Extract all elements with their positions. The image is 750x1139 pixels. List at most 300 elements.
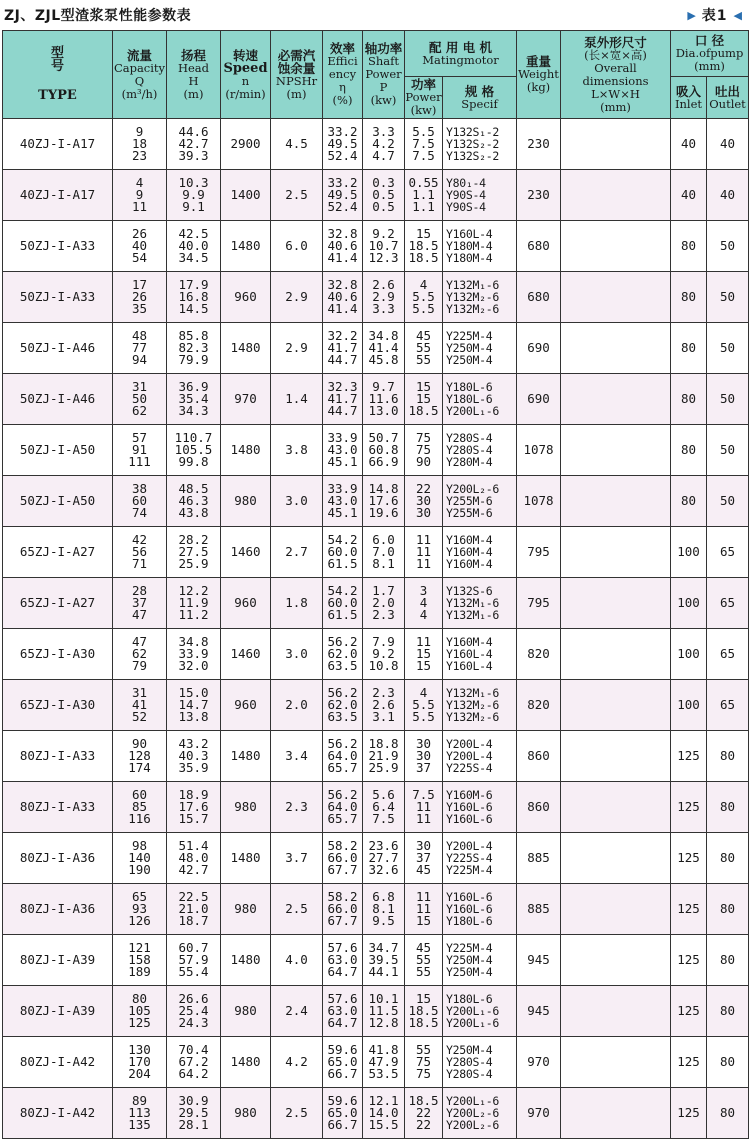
head-cell: 18.9 17.6 15.7 [167, 782, 221, 833]
efficiency-cell: 56.2 62.0 63.5 [323, 680, 363, 731]
table-row [3, 1037, 749, 1088]
npsh-cell: 3.7 [271, 833, 323, 884]
head-cell: 36.9 35.4 34.3 [167, 374, 221, 425]
head-cell: 110.7 105.5 99.8 [167, 425, 221, 476]
outlet-cell: 80 [707, 833, 749, 884]
head-cell: 22.5 21.0 18.7 [167, 884, 221, 935]
model-cell: 50ZJ-I-A33 [3, 221, 113, 272]
outlet-cell: 40 [707, 119, 749, 170]
table-row [3, 425, 749, 476]
inlet-cell: 125 [671, 884, 707, 935]
motor-power-cell: 75 75 90 [405, 425, 443, 476]
efficiency-cell: 56.2 64.0 65.7 [323, 782, 363, 833]
weight-cell: 1078 [517, 476, 561, 527]
table-header [3, 31, 749, 119]
inlet-cell: 125 [671, 833, 707, 884]
capacity-cell: 60 85 116 [113, 782, 167, 833]
model-cell: 80ZJ-I-A36 [3, 833, 113, 884]
head-cell: 30.9 29.5 28.1 [167, 1088, 221, 1139]
table-row [3, 680, 749, 731]
model-cell: 40ZJ-I-A17 [3, 170, 113, 221]
dimensions-cell [561, 986, 671, 1037]
npsh-cell: 2.0 [271, 680, 323, 731]
capacity-cell: 26 40 54 [113, 221, 167, 272]
motor-spec-cell: Y160M-6 Y160L-6 Y160L-6 [443, 782, 517, 833]
outlet-cell: 50 [707, 476, 749, 527]
outlet-cell: 80 [707, 731, 749, 782]
efficiency-cell: 58.2 66.0 67.7 [323, 884, 363, 935]
dimensions-cell [561, 476, 671, 527]
npsh-cell: 2.5 [271, 170, 323, 221]
table-reference [687, 5, 742, 25]
outlet-cell: 40 [707, 170, 749, 221]
npsh-cell: 3.0 [271, 629, 323, 680]
head-cell: 85.8 82.3 79.9 [167, 323, 221, 374]
shaft-power-cell: 34.7 39.5 44.1 [363, 935, 405, 986]
table-row [3, 170, 749, 221]
head-cell: 70.4 67.2 64.2 [167, 1037, 221, 1088]
motor-power-cell: 15 18.5 18.5 [405, 986, 443, 1037]
motor-spec-cell: Y200L-4 Y225S-4 Y225M-4 [443, 833, 517, 884]
speed-cell: 980 [221, 476, 271, 527]
weight-cell: 1078 [517, 425, 561, 476]
efficiency-cell: 33.9 43.0 45.1 [323, 476, 363, 527]
capacity-cell: 31 50 62 [113, 374, 167, 425]
motor-spec-cell: Y225M-4 Y250M-4 Y250M-4 [443, 323, 517, 374]
inlet-cell: 100 [671, 578, 707, 629]
shaft-power-cell: 34.8 41.4 45.8 [363, 323, 405, 374]
dimensions-cell [561, 884, 671, 935]
head-cell: 26.6 25.4 24.3 [167, 986, 221, 1037]
capacity-cell: 90 128 174 [113, 731, 167, 782]
npsh-cell: 3.0 [271, 476, 323, 527]
weight-cell: 945 [517, 986, 561, 1037]
shaft-power-cell: 12.1 14.0 15.5 [363, 1088, 405, 1139]
inlet-cell: 125 [671, 986, 707, 1037]
document-title: ZJ、ZJL型渣浆泵性能参数表 [4, 8, 192, 24]
motor-spec-cell: Y132S-6 Y132M₁-6 Y132M₁-6 [443, 578, 517, 629]
header-pump-diameter: 口 径 Dia.ofpump (mm) [671, 31, 749, 77]
inlet-cell: 100 [671, 680, 707, 731]
dimensions-cell [561, 731, 671, 782]
motor-power-cell: 7.5 11 11 [405, 782, 443, 833]
capacity-cell: 9 18 23 [113, 119, 167, 170]
outlet-cell: 50 [707, 425, 749, 476]
model-cell: 40ZJ-I-A17 [3, 119, 113, 170]
motor-power-cell: 11 11 11 [405, 527, 443, 578]
speed-cell: 1480 [221, 833, 271, 884]
npsh-cell: 2.5 [271, 884, 323, 935]
weight-cell: 945 [517, 935, 561, 986]
npsh-cell: 1.4 [271, 374, 323, 425]
weight-cell: 820 [517, 680, 561, 731]
table-row [3, 119, 749, 170]
motor-spec-cell: Y280S-4 Y280S-4 Y280M-4 [443, 425, 517, 476]
weight-cell: 690 [517, 374, 561, 425]
motor-spec-cell: Y200L₂-6 Y255M-6 Y255M-6 [443, 476, 517, 527]
model-cell: 80ZJ-I-A42 [3, 1037, 113, 1088]
model-cell: 80ZJ-I-A33 [3, 731, 113, 782]
speed-cell: 1480 [221, 935, 271, 986]
speed-cell: 960 [221, 578, 271, 629]
triangle-right-icon: ▶ [687, 8, 696, 22]
shaft-power-cell: 0.3 0.5 0.5 [363, 170, 405, 221]
efficiency-cell: 57.6 63.0 64.7 [323, 935, 363, 986]
capacity-cell: 42 56 71 [113, 527, 167, 578]
speed-cell: 960 [221, 272, 271, 323]
motor-power-cell: 22 30 30 [405, 476, 443, 527]
inlet-cell: 80 [671, 476, 707, 527]
shaft-power-cell: 41.8 47.9 53.5 [363, 1037, 405, 1088]
dimensions-cell [561, 425, 671, 476]
motor-spec-cell: Y200L₁-6 Y200L₂-6 Y200L₂-6 [443, 1088, 517, 1139]
shaft-power-cell: 5.6 6.4 7.5 [363, 782, 405, 833]
model-cell: 50ZJ-I-A50 [3, 425, 113, 476]
head-cell: 51.4 48.0 42.7 [167, 833, 221, 884]
npsh-cell: 3.4 [271, 731, 323, 782]
capacity-cell: 47 62 79 [113, 629, 167, 680]
motor-spec-cell: Y160M-4 Y160M-4 Y160M-4 [443, 527, 517, 578]
header-shaft-power: 轴功率 Shaft Power P (kw) [363, 31, 405, 119]
inlet-cell: 125 [671, 1088, 707, 1139]
model-cell: 80ZJ-I-A42 [3, 1088, 113, 1139]
table-row [3, 527, 749, 578]
npsh-cell: 2.9 [271, 323, 323, 374]
efficiency-cell: 32.2 41.7 44.7 [323, 323, 363, 374]
motor-power-cell: 3 4 4 [405, 578, 443, 629]
motor-power-cell: 5.5 7.5 7.5 [405, 119, 443, 170]
inlet-cell: 125 [671, 935, 707, 986]
npsh-cell: 2.9 [271, 272, 323, 323]
efficiency-cell: 59.6 65.0 66.7 [323, 1088, 363, 1139]
motor-power-cell: 4 5.5 5.5 [405, 680, 443, 731]
table-row [3, 986, 749, 1037]
motor-spec-cell: Y132S₁-2 Y132S₂-2 Y132S₂-2 [443, 119, 517, 170]
outlet-cell: 65 [707, 680, 749, 731]
capacity-cell: 28 37 47 [113, 578, 167, 629]
head-cell: 12.2 11.9 11.2 [167, 578, 221, 629]
weight-cell: 690 [517, 323, 561, 374]
dimensions-cell [561, 1088, 671, 1139]
outlet-cell: 80 [707, 986, 749, 1037]
model-cell: 80ZJ-I-A33 [3, 782, 113, 833]
head-cell: 15.0 14.7 13.8 [167, 680, 221, 731]
capacity-cell: 89 113 135 [113, 1088, 167, 1139]
inlet-cell: 80 [671, 272, 707, 323]
inlet-cell: 100 [671, 629, 707, 680]
motor-power-cell: 30 30 37 [405, 731, 443, 782]
speed-cell: 980 [221, 1088, 271, 1139]
speed-cell: 980 [221, 986, 271, 1037]
inlet-cell: 125 [671, 782, 707, 833]
table-row [3, 935, 749, 986]
speed-cell: 1480 [221, 323, 271, 374]
efficiency-cell: 54.2 60.0 61.5 [323, 527, 363, 578]
inlet-cell: 80 [671, 425, 707, 476]
head-cell: 48.5 46.3 43.8 [167, 476, 221, 527]
motor-power-cell: 45 55 55 [405, 323, 443, 374]
outlet-cell: 80 [707, 1037, 749, 1088]
dimensions-cell [561, 935, 671, 986]
capacity-cell: 80 105 125 [113, 986, 167, 1037]
outlet-cell: 80 [707, 1088, 749, 1139]
speed-cell: 1480 [221, 221, 271, 272]
capacity-cell: 65 93 126 [113, 884, 167, 935]
inlet-cell: 80 [671, 221, 707, 272]
efficiency-cell: 54.2 60.0 61.5 [323, 578, 363, 629]
npsh-cell: 2.3 [271, 782, 323, 833]
shaft-power-cell: 6.8 8.1 9.5 [363, 884, 405, 935]
dimensions-cell [561, 323, 671, 374]
weight-cell: 885 [517, 833, 561, 884]
efficiency-cell: 32.8 40.6 41.4 [323, 272, 363, 323]
table-body [3, 119, 749, 1139]
header-motor-power: 功率 Power (kw) [405, 77, 442, 117]
shaft-power-cell: 14.8 17.6 19.6 [363, 476, 405, 527]
speed-cell: 960 [221, 680, 271, 731]
model-cell: 80ZJ-I-A39 [3, 935, 113, 986]
weight-cell: 860 [517, 782, 561, 833]
dimensions-cell [561, 578, 671, 629]
table-row [3, 1088, 749, 1139]
motor-power-cell: 45 55 55 [405, 935, 443, 986]
weight-cell: 970 [517, 1037, 561, 1088]
motor-power-cell: 0.55 1.1 1.1 [405, 170, 443, 221]
npsh-cell: 4.2 [271, 1037, 323, 1088]
efficiency-cell: 33.9 43.0 45.1 [323, 425, 363, 476]
table-row [3, 833, 749, 884]
motor-spec-cell: Y180L-6 Y180L-6 Y200L₁-6 [443, 374, 517, 425]
shaft-power-cell: 50.7 60.8 66.9 [363, 425, 405, 476]
capacity-cell: 121 158 189 [113, 935, 167, 986]
head-cell: 42.5 40.0 34.5 [167, 221, 221, 272]
inlet-cell: 125 [671, 1037, 707, 1088]
speed-cell: 1460 [221, 629, 271, 680]
head-cell: 10.3 9.9 9.1 [167, 170, 221, 221]
npsh-cell: 4.0 [271, 935, 323, 986]
outlet-cell: 50 [707, 272, 749, 323]
npsh-cell: 3.8 [271, 425, 323, 476]
head-cell: 34.8 33.9 32.0 [167, 629, 221, 680]
dimensions-cell [561, 527, 671, 578]
table-number-label: 表1 [701, 8, 728, 24]
dimensions-cell [561, 221, 671, 272]
motor-power-cell: 4 5.5 5.5 [405, 272, 443, 323]
efficiency-cell: 56.2 62.0 63.5 [323, 629, 363, 680]
outlet-cell: 80 [707, 782, 749, 833]
efficiency-cell: 33.2 49.5 52.4 [323, 170, 363, 221]
speed-cell: 1400 [221, 170, 271, 221]
table-row [3, 476, 749, 527]
header-outlet: 吐出 Outlet [707, 77, 749, 119]
outlet-cell: 65 [707, 527, 749, 578]
weight-cell: 230 [517, 170, 561, 221]
header-head: 扬程 Head H (m) [167, 31, 221, 119]
head-cell: 44.6 42.7 39.3 [167, 119, 221, 170]
capacity-cell: 48 77 94 [113, 323, 167, 374]
dimensions-cell [561, 833, 671, 884]
efficiency-cell: 33.2 49.5 52.4 [323, 119, 363, 170]
weight-cell: 970 [517, 1088, 561, 1139]
shaft-power-cell: 9.7 11.6 13.0 [363, 374, 405, 425]
motor-spec-cell: Y160L-6 Y160L-6 Y180L-6 [443, 884, 517, 935]
efficiency-cell: 56.2 64.0 65.7 [323, 731, 363, 782]
efficiency-cell: 59.6 65.0 66.7 [323, 1037, 363, 1088]
header-mating-motor: 配 用 电 机 Matingmotor [405, 31, 517, 77]
capacity-cell: 130 170 204 [113, 1037, 167, 1088]
table-row [3, 782, 749, 833]
header-speed: 转速 Speed n (r/min) [221, 31, 271, 119]
table-row [3, 323, 749, 374]
model-cell: 65ZJ-I-A30 [3, 629, 113, 680]
motor-power-cell: 18.5 22 22 [405, 1088, 443, 1139]
model-cell: 50ZJ-I-A46 [3, 374, 113, 425]
header-npsh: 必需汽 蚀余量 NPSHr (m) [271, 31, 323, 119]
dimensions-cell [561, 119, 671, 170]
head-cell: 17.9 16.8 14.5 [167, 272, 221, 323]
table-row [3, 578, 749, 629]
table-row [3, 629, 749, 680]
npsh-cell: 2.5 [271, 1088, 323, 1139]
motor-power-cell: 11 15 15 [405, 629, 443, 680]
speed-cell: 980 [221, 884, 271, 935]
efficiency-cell: 58.2 66.0 67.7 [323, 833, 363, 884]
outlet-cell: 80 [707, 935, 749, 986]
outlet-cell: 65 [707, 629, 749, 680]
header-type: 型号 TYPE [3, 31, 113, 119]
header-inlet: 吸入 Inlet [671, 77, 707, 119]
npsh-cell: 4.5 [271, 119, 323, 170]
shaft-power-cell: 1.7 2.0 2.3 [363, 578, 405, 629]
dimensions-cell [561, 1037, 671, 1088]
npsh-cell: 6.0 [271, 221, 323, 272]
header-capacity: 流量 Capacity Q (m³/h) [113, 31, 167, 119]
dimensions-cell [561, 782, 671, 833]
pump-performance-table [2, 30, 749, 1139]
inlet-cell: 125 [671, 731, 707, 782]
capacity-cell: 57 91 111 [113, 425, 167, 476]
head-cell: 60.7 57.9 55.4 [167, 935, 221, 986]
table-row [3, 221, 749, 272]
efficiency-cell: 57.6 63.0 64.7 [323, 986, 363, 1037]
shaft-power-cell: 18.8 21.9 25.9 [363, 731, 405, 782]
header-motor-spec: 规 格 Specif [443, 77, 517, 119]
dimensions-cell [561, 374, 671, 425]
shaft-power-cell: 7.9 9.2 10.8 [363, 629, 405, 680]
table-row [3, 731, 749, 782]
header-overall-dimensions: 泵外形尺寸 (长×宽×高) Overall dimensions L×W×H (mm) [561, 31, 671, 119]
dimensions-cell [561, 680, 671, 731]
outlet-cell: 50 [707, 374, 749, 425]
header-weight: 重量 Weight (kg) [517, 31, 561, 119]
inlet-cell: 40 [671, 119, 707, 170]
header-efficiency: 效率 Effici ency η (%) [323, 31, 363, 119]
table-row [3, 374, 749, 425]
model-cell: 65ZJ-I-A27 [3, 578, 113, 629]
weight-cell: 885 [517, 884, 561, 935]
speed-cell: 2900 [221, 119, 271, 170]
model-cell: 65ZJ-I-A27 [3, 527, 113, 578]
outlet-cell: 50 [707, 323, 749, 374]
weight-cell: 795 [517, 527, 561, 578]
model-cell: 65ZJ-I-A30 [3, 680, 113, 731]
weight-cell: 680 [517, 221, 561, 272]
motor-spec-cell: Y132M₁-6 Y132M₂-6 Y132M₂-6 [443, 272, 517, 323]
inlet-cell: 40 [671, 170, 707, 221]
shaft-power-cell: 2.6 2.9 3.3 [363, 272, 405, 323]
motor-spec-cell: Y160M-4 Y160L-4 Y160L-4 [443, 629, 517, 680]
npsh-cell: 1.8 [271, 578, 323, 629]
outlet-cell: 50 [707, 221, 749, 272]
motor-power-cell: 15 18.5 18.5 [405, 221, 443, 272]
shaft-power-cell: 3.3 4.2 4.7 [363, 119, 405, 170]
shaft-power-cell: 6.0 7.0 8.1 [363, 527, 405, 578]
weight-cell: 680 [517, 272, 561, 323]
dimensions-cell [561, 629, 671, 680]
capacity-cell: 31 41 52 [113, 680, 167, 731]
motor-spec-cell: Y180L-6 Y200L₁-6 Y200L₁-6 [443, 986, 517, 1037]
capacity-cell: 98 140 190 [113, 833, 167, 884]
motor-power-cell: 15 15 18.5 [405, 374, 443, 425]
weight-cell: 860 [517, 731, 561, 782]
speed-cell: 1480 [221, 731, 271, 782]
motor-power-cell: 30 37 45 [405, 833, 443, 884]
motor-spec-cell: Y160L-4 Y180M-4 Y180M-4 [443, 221, 517, 272]
model-cell: 50ZJ-I-A50 [3, 476, 113, 527]
model-cell: 50ZJ-I-A33 [3, 272, 113, 323]
outlet-cell: 80 [707, 884, 749, 935]
speed-cell: 1480 [221, 425, 271, 476]
table-row [3, 884, 749, 935]
table-row [3, 272, 749, 323]
model-cell: 50ZJ-I-A46 [3, 323, 113, 374]
motor-power-cell: 55 75 75 [405, 1037, 443, 1088]
dimensions-cell [561, 170, 671, 221]
inlet-cell: 80 [671, 323, 707, 374]
efficiency-cell: 32.3 41.7 44.7 [323, 374, 363, 425]
weight-cell: 230 [517, 119, 561, 170]
motor-spec-cell: Y200L-4 Y200L-4 Y225S-4 [443, 731, 517, 782]
model-cell: 80ZJ-I-A36 [3, 884, 113, 935]
inlet-cell: 80 [671, 374, 707, 425]
motor-spec-cell: Y225M-4 Y250M-4 Y250M-4 [443, 935, 517, 986]
motor-spec-cell: Y250M-4 Y280S-4 Y280S-4 [443, 1037, 517, 1088]
outlet-cell: 65 [707, 578, 749, 629]
weight-cell: 795 [517, 578, 561, 629]
dimensions-cell [561, 272, 671, 323]
shaft-power-cell: 10.1 11.5 12.8 [363, 986, 405, 1037]
page-header-bar [0, 0, 750, 30]
capacity-cell: 17 26 35 [113, 272, 167, 323]
speed-cell: 1460 [221, 527, 271, 578]
efficiency-cell: 32.8 40.6 41.4 [323, 221, 363, 272]
weight-cell: 820 [517, 629, 561, 680]
inlet-cell: 100 [671, 527, 707, 578]
model-cell: 80ZJ-I-A39 [3, 986, 113, 1037]
npsh-cell: 2.4 [271, 986, 323, 1037]
shaft-power-cell: 9.2 10.7 12.3 [363, 221, 405, 272]
motor-spec-cell: Y132M₁-6 Y132M₂-6 Y132M₂-6 [443, 680, 517, 731]
triangle-left-icon: ◀ [733, 8, 742, 22]
motor-power-cell: 11 11 15 [405, 884, 443, 935]
motor-spec-cell: Y80₁-4 Y90S-4 Y90S-4 [443, 170, 517, 221]
speed-cell: 1480 [221, 1037, 271, 1088]
shaft-power-cell: 23.6 27.7 32.6 [363, 833, 405, 884]
head-cell: 43.2 40.3 35.9 [167, 731, 221, 782]
head-cell: 28.2 27.5 25.9 [167, 527, 221, 578]
capacity-cell: 38 60 74 [113, 476, 167, 527]
speed-cell: 970 [221, 374, 271, 425]
